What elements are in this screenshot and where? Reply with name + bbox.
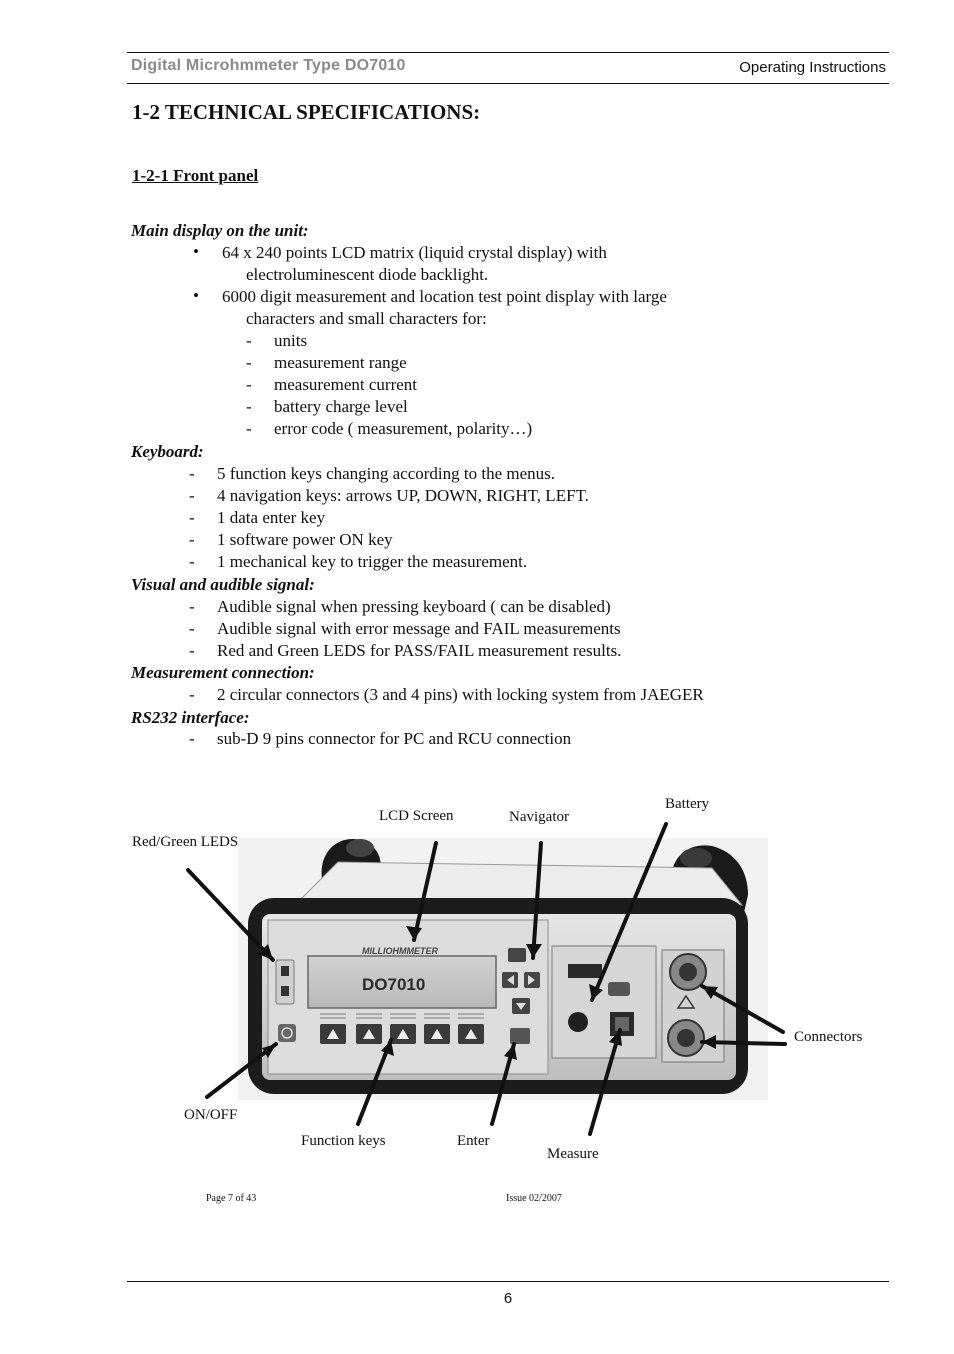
document-header-title: Digital Microhmmeter Type DO7010 — [131, 57, 406, 74]
rs232-port — [608, 982, 630, 996]
callout-leds: Red/Green LEDS — [132, 834, 239, 850]
callout-function-keys: Function keys — [301, 1133, 386, 1149]
main-display-heading: Main display on the unit: — [131, 221, 309, 240]
list-item: 4 navigation keys: arrows UP, DOWN, RIGHT, LEFT. — [217, 486, 589, 505]
list-item: Audible signal with error message and FAIL measurements — [217, 619, 621, 638]
section-title: 1-2 TECHNICAL SPECIFICATIONS: — [132, 100, 481, 124]
lcd-model-text: DO7010 — [362, 975, 426, 994]
inner-page-label: Page 7 of 43 — [206, 1193, 257, 1204]
footer-rule — [127, 1281, 889, 1282]
list-item: 1 software power ON key — [217, 530, 393, 549]
bullet1-line-a: 64 x 240 points LCD matrix (liquid crystal display) with — [222, 243, 607, 262]
list-item: sub-D 9 pins connector for PC and RCU connection — [217, 729, 572, 748]
callout-battery: Battery — [665, 796, 710, 812]
callout-measure: Measure — [547, 1146, 599, 1162]
list-item: battery charge level — [274, 397, 408, 416]
rs232-heading: RS232 interface: — [131, 708, 250, 727]
signal-heading: Visual and audible signal: — [131, 575, 315, 594]
list-item: Audible signal when pressing keyboard ( can be disabled) — [217, 597, 611, 616]
list-item: measurement current — [274, 375, 418, 394]
led-green — [281, 986, 289, 996]
list-item: units — [274, 331, 308, 350]
list-item: 1 data enter key — [217, 508, 326, 527]
list-item: 1 mechanical key to trigger the measurement. — [217, 552, 528, 571]
device-brand-label: MILLIOHMMETER — [362, 946, 438, 956]
callout-connectors: Connectors — [794, 1029, 863, 1045]
battery-charge-socket — [568, 1012, 588, 1032]
bullet1-line-b: electroluminescent diode backlight. — [246, 265, 489, 284]
subsection-title: 1-2-1 Front panel — [132, 166, 259, 185]
callout-enter: Enter — [457, 1133, 490, 1149]
list-item: error code ( measurement, polarity…) — [274, 419, 533, 438]
list-item: measurement range — [274, 353, 407, 372]
keyboard-heading: Keyboard: — [131, 442, 204, 461]
led-red — [281, 966, 289, 976]
enter-key — [510, 1028, 530, 1044]
list-item: 5 function keys changing according to the menus. — [217, 464, 556, 483]
list-item: 2 circular connectors (3 and 4 pins) with locking system from JAEGER — [217, 685, 704, 704]
document-header-right: Operating Instructions — [739, 59, 886, 76]
function-keys — [320, 1014, 484, 1044]
nav-up-key — [508, 948, 526, 962]
inner-issue-label: Issue 02/2007 — [506, 1193, 562, 1204]
bullet2-line-a: 6000 digit measurement and location test point display with large — [222, 287, 667, 306]
callout-onoff: ON/OFF — [184, 1107, 238, 1123]
battery-module — [552, 946, 656, 1058]
power-key — [278, 1024, 296, 1042]
bullet-dot: • — [193, 286, 199, 305]
page-number: 6 — [503, 1290, 513, 1307]
list-item: Red and Green LEDS for PASS/FAIL measurement results. — [217, 641, 622, 660]
callout-navigator: Navigator — [509, 809, 569, 825]
callout-lcd-screen: LCD Screen — [379, 808, 454, 824]
bullet2-line-b: characters and small characters for: — [246, 309, 487, 328]
bullet-dot: • — [193, 242, 199, 261]
connection-heading: Measurement connection: — [131, 663, 315, 682]
